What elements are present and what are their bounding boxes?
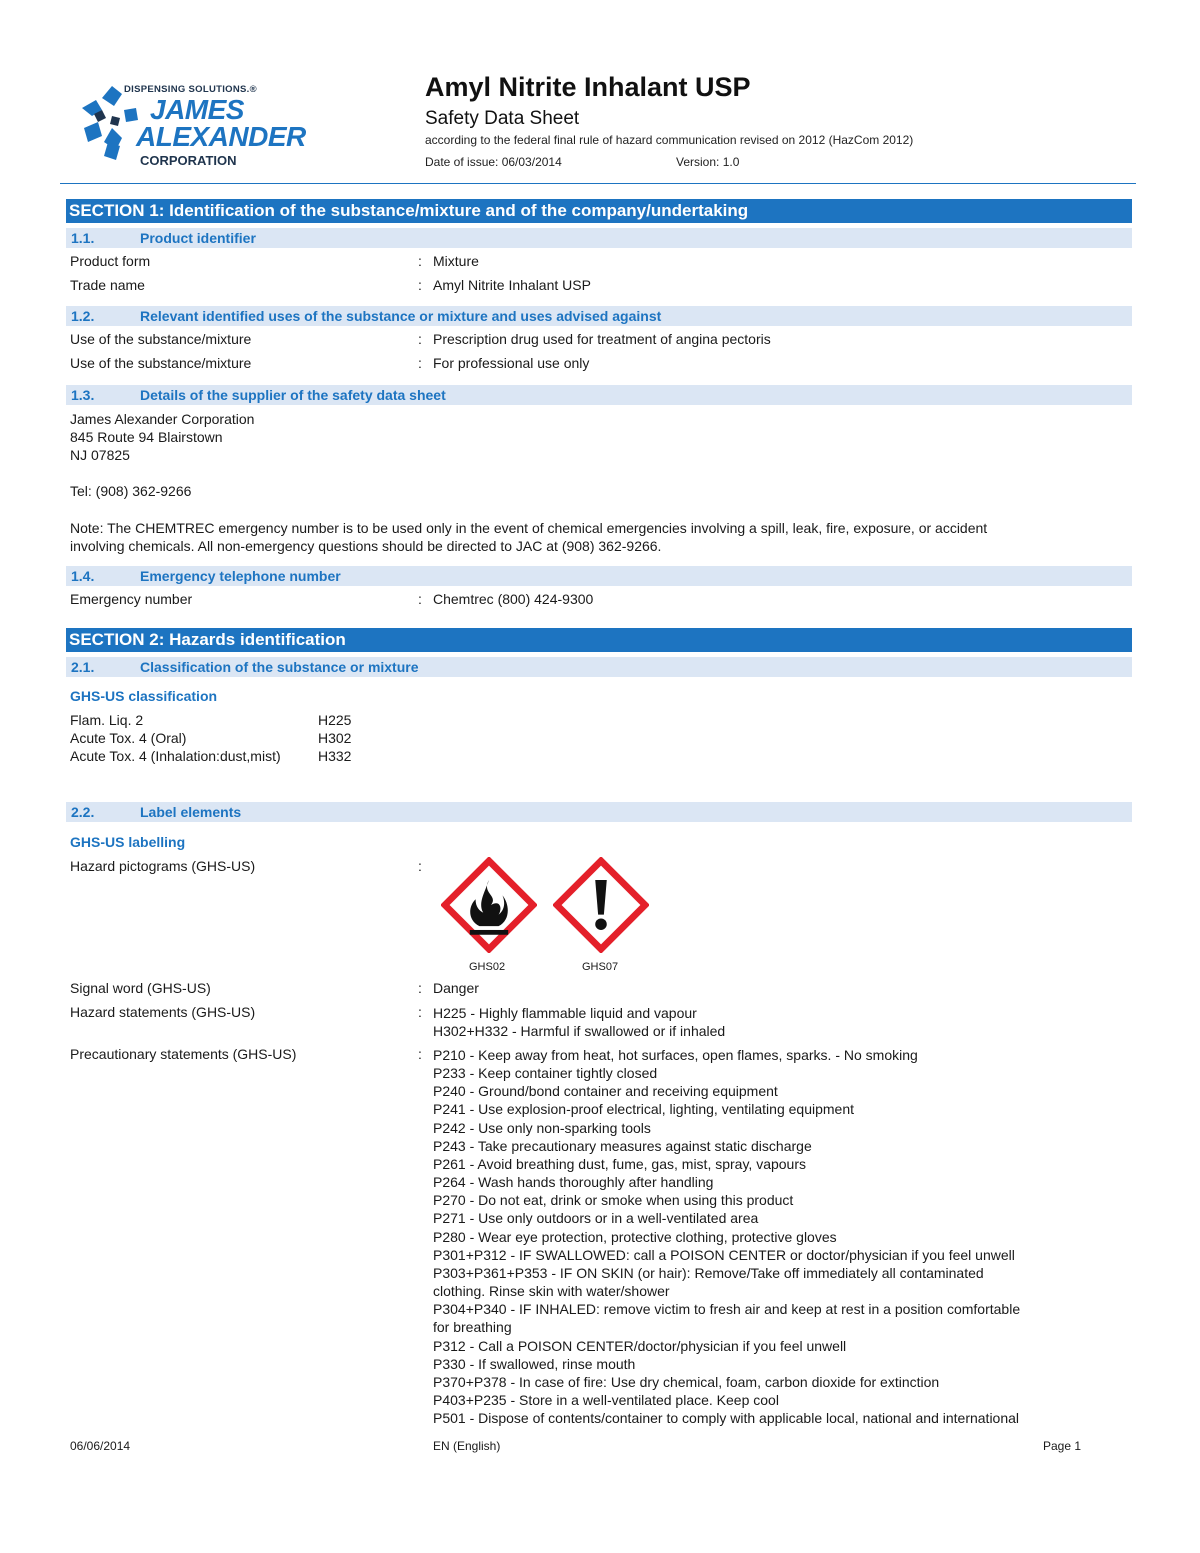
precautionary-statement: P264 - Wash hands thoroughly after handling <box>433 1174 714 1191</box>
chemtrec-note-line2: involving chemicals. All non-emergency questions should be directed to JAC at (908) 362-9266. <box>70 538 662 554</box>
supplier-state: NJ 07825 <box>70 447 130 463</box>
classification-code: H225 <box>318 712 352 728</box>
precautionary-statement: P403+P235 - Store in a well-ventilated place. Keep cool <box>433 1391 779 1408</box>
precautionary-statement: P370+P378 - In case of fire: Use dry chemical, foam, carbon dioxide for extinction <box>433 1373 940 1390</box>
subsection-title: Label elements <box>140 804 242 820</box>
supplier-name: James Alexander Corporation <box>70 411 255 427</box>
ghs-labelling-heading: GHS-US labelling <box>70 834 186 850</box>
field-value: Chemtrec (800) 424-9300 <box>433 591 594 607</box>
precautionary-statement: P210 - Keep away from heat, hot surfaces, open flames, sparks. - No smoking <box>433 1047 918 1063</box>
field-value: Danger <box>433 980 479 996</box>
subsection-2-2-header <box>66 802 1132 822</box>
subsection-1-4-header <box>66 566 1132 586</box>
regulatory-basis: according to the federal final rule of hazard communication revised on 2012 (HazCom 2012) <box>425 133 914 147</box>
use-row-2 <box>70 355 1130 373</box>
precautionary-statement: P304+P340 - IF INHALED: remove victim to fresh air and keep at rest in a position comfortable <box>433 1301 1021 1318</box>
precautionary-statement: P303+P361+P353 - IF ON SKIN (or hair): Remove/Take off immediately all contaminated <box>433 1264 984 1281</box>
precautionary-statement: P270 - Do not eat, drink or smoke when using this product <box>433 1192 794 1209</box>
footer-date: 06/06/2014 <box>70 1439 131 1453</box>
field-colon: : <box>418 980 422 996</box>
document-subtitle: Safety Data Sheet <box>425 108 580 129</box>
subsection-number: 2.1. <box>71 659 95 675</box>
chemtrec-note-line1: Note: The CHEMTREC emergency number is to be used only in the event of chemical emergencies involving a spill, leak, fire, exposure, or accident <box>70 520 988 536</box>
field-label: Hazard pictograms (GHS-US) <box>70 858 256 874</box>
subsection-title: Emergency telephone number <box>140 568 341 584</box>
field-label: Use of the substance/mixture <box>70 355 252 371</box>
signal-word-row <box>70 980 1130 998</box>
classification-code: H332 <box>318 748 352 764</box>
field-colon: : <box>418 591 422 607</box>
footer-language: EN (English) <box>433 1439 501 1453</box>
precautionary-statement: clothing. Rinse skin with water/shower <box>433 1283 670 1300</box>
logo-name-line1: JAMES <box>150 94 244 125</box>
subsection-number: 1.2. <box>71 308 95 324</box>
logo-name-line2: ALEXANDER <box>136 121 306 152</box>
field-label: Product form <box>70 253 151 269</box>
precautionary-statement: P241 - Use explosion-proof electrical, lighting, ventilating equipment <box>433 1101 855 1118</box>
classification-name: Flam. Liq. 2 <box>70 712 144 728</box>
field-label: Hazard statements (GHS-US) <box>70 1004 256 1020</box>
flame-icon <box>441 857 537 953</box>
field-value: Amyl Nitrite Inhalant USP <box>433 277 591 293</box>
hazard-statement: H302+H332 - Harmful if swallowed or if inhaled <box>433 1023 726 1040</box>
subsection-2-1-header <box>66 657 1132 677</box>
field-label: Trade name <box>70 277 145 293</box>
subsection-title: Relevant identified uses of the substance or mixture and uses advised against <box>140 308 662 324</box>
footer-page-number: Page 1 <box>1043 1439 1082 1453</box>
field-colon: : <box>418 331 422 347</box>
document-version: Version: 1.0 <box>676 155 740 169</box>
precautionary-statement: P242 - Use only non-sparking tools <box>433 1119 651 1136</box>
subsection-title: Product identifier <box>140 230 256 246</box>
field-label: Use of the substance/mixture <box>70 331 252 347</box>
precautionary-statement: P501 - Dispose of contents/container to comply with applicable local, national and international <box>433 1410 1020 1427</box>
precautionary-statement: P301+P312 - IF SWALLOWED: call a POISON CENTER or doctor/physician if you feel unwell <box>433 1246 1015 1263</box>
precautionary-statement: P312 - Call a POISON CENTER/doctor/physician if you feel unwell <box>433 1337 847 1354</box>
date-of-issue: Date of issue: 06/03/2014 <box>425 155 562 169</box>
precautionary-statement: P261 - Avoid breathing dust, fume, gas, mist, spray, vapours <box>433 1155 807 1172</box>
pictogram-code-ghs07: GHS07 <box>582 961 619 973</box>
field-label: Emergency number <box>70 591 193 607</box>
hazard-statements-list <box>433 1004 1103 1040</box>
trade-name-row <box>70 277 1130 295</box>
ghs-classification-heading: GHS-US classification <box>70 688 218 704</box>
field-value: Mixture <box>433 253 479 269</box>
field-label: Signal word (GHS-US) <box>70 980 211 996</box>
pictogram-code-ghs02: GHS02 <box>469 961 506 973</box>
field-colon: : <box>418 355 422 371</box>
subsection-number: 1.1. <box>71 230 95 246</box>
hazard-statement: H225 - Highly flammable liquid and vapour <box>433 1005 697 1021</box>
subsection-title: Classification of the substance or mixture <box>140 659 419 675</box>
precautionary-statement: P280 - Wear eye protection, protective clothing, protective gloves <box>433 1228 837 1245</box>
classification-name: Acute Tox. 4 (Oral) <box>70 730 187 746</box>
logo-name-line3: CORPORATION <box>140 153 237 168</box>
precautionary-statement: for breathing <box>433 1319 512 1336</box>
classification-name: Acute Tox. 4 (Inhalation:dust,mist) <box>70 748 281 764</box>
subsection-number: 1.3. <box>71 387 95 403</box>
precautionary-statement: P233 - Keep container tightly closed <box>433 1065 658 1082</box>
logo-tagline: DISPENSING SOLUTIONS.® <box>124 84 257 95</box>
subsection-number: 2.2. <box>71 804 95 820</box>
subsection-title: Details of the supplier of the safety data sheet <box>140 387 446 403</box>
product-form-row <box>70 253 1130 271</box>
field-colon: : <box>418 858 422 874</box>
precautionary-statement: P243 - Take precautionary measures against static discharge <box>433 1137 812 1154</box>
precautionary-statement: P240 - Ground/bond container and receiving equipment <box>433 1083 778 1100</box>
field-colon: : <box>418 1004 422 1020</box>
field-colon: : <box>418 1046 422 1062</box>
header-divider <box>60 183 1136 184</box>
classification-code: H302 <box>318 730 352 746</box>
field-label: Precautionary statements (GHS-US) <box>70 1046 297 1062</box>
precautionary-statements-list <box>433 1046 1103 1427</box>
subsection-1-2-header <box>66 306 1132 326</box>
precautionary-statement: P330 - If swallowed, rinse mouth <box>433 1355 636 1372</box>
exclamation-icon <box>553 857 649 953</box>
document-title: Amyl Nitrite Inhalant USP <box>425 72 751 102</box>
field-colon: : <box>418 277 422 293</box>
field-colon: : <box>418 253 422 269</box>
supplier-address: 845 Route 94 Blairstown <box>70 429 223 445</box>
emergency-number-row <box>70 591 1130 609</box>
supplier-phone: Tel: (908) 362-9266 <box>70 483 192 499</box>
field-value: For professional use only <box>433 355 590 371</box>
precautionary-statement: P271 - Use only outdoors or in a well-ventilated area <box>433 1210 759 1227</box>
field-value: Prescription drug used for treatment of angina pectoris <box>433 331 771 347</box>
subsection-number: 1.4. <box>71 568 95 584</box>
section-2-header: SECTION 2: Hazards identification <box>66 628 1132 652</box>
use-row-1 <box>70 331 1130 349</box>
subsection-1-3-header <box>66 385 1132 405</box>
section-1-header: SECTION 1: Identification of the substance/mixture and of the company/undertaking <box>66 199 1132 223</box>
subsection-1-1-header <box>66 228 1132 248</box>
